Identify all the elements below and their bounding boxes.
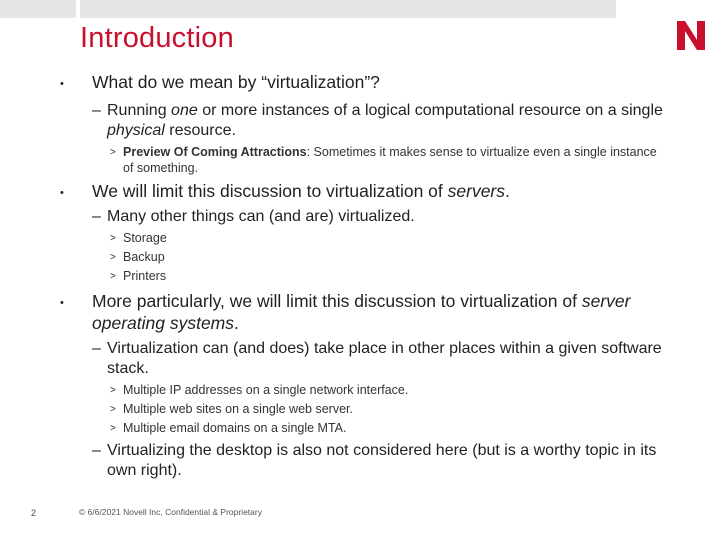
bullet-text: More particularly, we will limit this discussion to virtualization of server operating systems. <box>92 291 631 333</box>
header-bar-left <box>0 0 76 18</box>
header-bar-right <box>620 0 720 18</box>
dash-marker: – <box>92 340 101 357</box>
bullet-text: Preview Of Coming Attractions: Sometimes it makes sense to virtualize even a single instance of something. <box>123 145 657 175</box>
bullet-text: Virtualization can (and does) take place in other places within a given software stack. <box>107 340 662 377</box>
chevron-marker: > <box>110 233 116 244</box>
dash-marker: – <box>92 208 101 225</box>
bullet-text: Backup <box>123 250 165 264</box>
slide-title: Introduction <box>80 22 234 54</box>
chevron-marker: > <box>110 147 116 158</box>
bullet-text: What do we mean by “virtualization”? <box>92 72 380 92</box>
bullet-text: Virtualizing the desktop is also not considered here (but is a worthy topic in its own right). <box>107 442 657 479</box>
dash-marker: – <box>92 102 101 119</box>
bullet-marker: • <box>60 187 64 199</box>
bullet-text: Printers <box>123 269 167 283</box>
bullet-text: Running one or more instances of a logical computational resource on a single physical resource. <box>107 102 663 139</box>
page-number: 2 <box>31 508 37 518</box>
chevron-marker: > <box>110 404 116 415</box>
footer-copyright: © 6/6/2021 Novell Inc, Confidential & Proprietary <box>79 507 262 517</box>
dash-marker: – <box>92 442 101 459</box>
chevron-marker: > <box>110 423 116 434</box>
novell-logo-icon <box>674 18 708 52</box>
bullet-text: Multiple web sites on a single web server. <box>123 402 353 416</box>
chevron-marker: > <box>110 271 116 282</box>
bullet-text: Multiple email domains on a single MTA. <box>123 421 347 435</box>
chevron-marker: > <box>110 252 116 263</box>
chevron-marker: > <box>110 385 116 396</box>
bullet-text: Many other things can (and are) virtualized. <box>107 208 415 225</box>
bullet-text: Multiple IP addresses on a single network interface. <box>123 383 409 397</box>
bullet-text: Storage <box>123 231 167 245</box>
header-bar-center <box>80 0 616 18</box>
bullet-marker: • <box>60 78 64 90</box>
bullet-text: We will limit this discussion to virtualization of servers. <box>92 181 510 201</box>
bullet-marker: • <box>60 297 64 309</box>
